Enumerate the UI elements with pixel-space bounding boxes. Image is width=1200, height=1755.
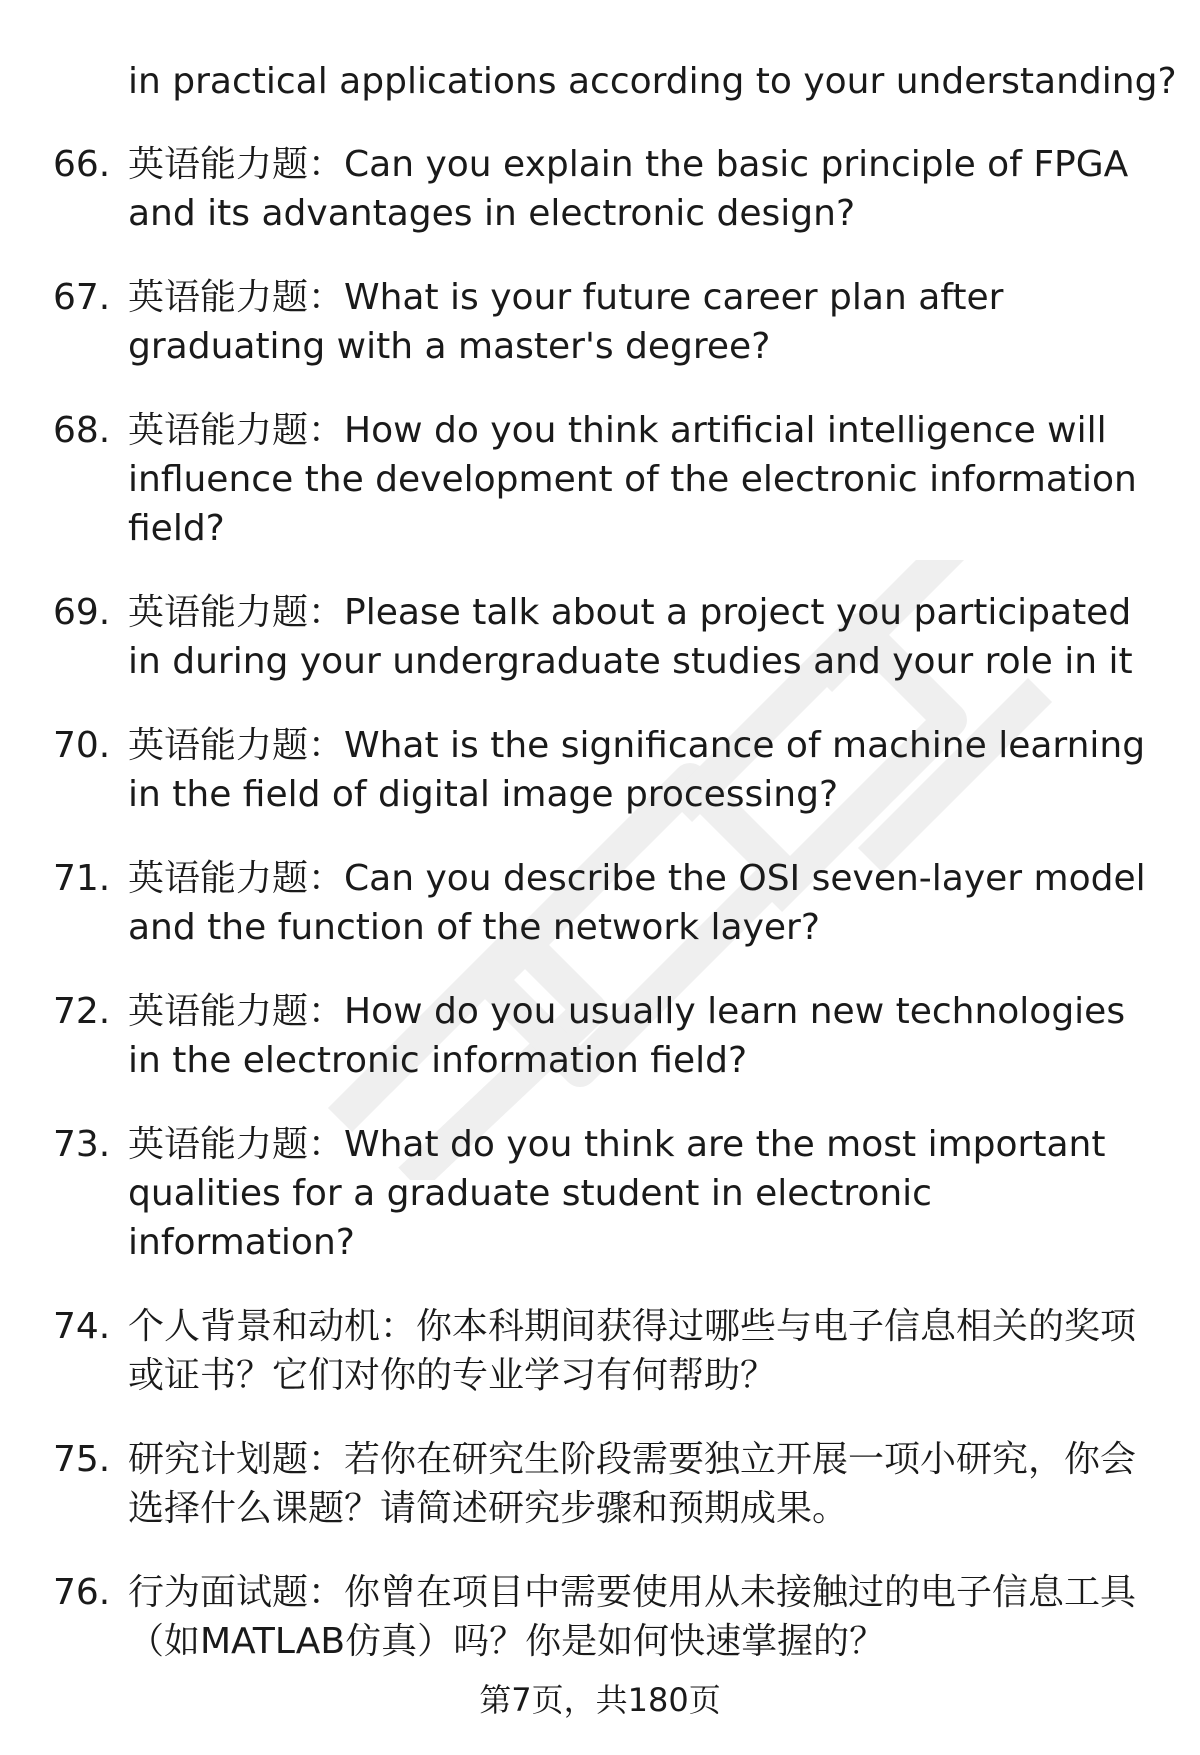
question-text: 行为面试题：你曾在项目中需要使用从未接触过的电子信息工具（如MATLAB仿真）吗？你是如何快速掌握的？ xyxy=(128,1572,1137,1662)
question-item xyxy=(0,1302,1200,1400)
question-number: 67. xyxy=(53,277,111,318)
question-text: 研究计划题：若你在研究生阶段需要独立开展一项小研究，你会选择什么课题？请简述研究步骤和预期成果。 xyxy=(128,1439,1137,1529)
question-item xyxy=(0,721,1200,819)
question-number: 66. xyxy=(53,144,111,185)
question-number: 71. xyxy=(53,858,111,899)
question-number: 70. xyxy=(53,725,111,766)
question-list xyxy=(0,140,1200,1701)
question-number: 69. xyxy=(53,592,111,633)
question-number: 75. xyxy=(53,1439,111,1480)
question-item xyxy=(0,140,1200,238)
question-item xyxy=(0,1120,1200,1267)
question-item xyxy=(0,406,1200,553)
question-item xyxy=(0,854,1200,952)
question-text: 英语能力题：What is the significance of machine learning in the field of digital image processing? xyxy=(128,725,1146,815)
question-text: 个人背景和动机：你本科期间获得过哪些与电子信息相关的奖项或证书？它们对你的专业学习有何帮助？ xyxy=(128,1306,1137,1396)
question-number: 76. xyxy=(53,1572,111,1613)
question-text: 英语能力题：Can you describe the OSI seven-layer model and the function of the network layer? xyxy=(128,858,1146,948)
question-number: 73. xyxy=(53,1124,111,1165)
question-text: 英语能力题：Can you explain the basic principle of FPGA and its advantages in electronic design? xyxy=(128,144,1129,234)
question-item xyxy=(0,588,1200,686)
question-text: 英语能力题：What is your future career plan after graduating with a master's degree? xyxy=(128,277,1004,367)
question-item xyxy=(0,987,1200,1085)
question-text: 英语能力题：What do you think are the most important qualities for a graduate student in electronic information? xyxy=(128,1124,1106,1263)
question-item xyxy=(0,1568,1200,1666)
question-text: 英语能力题：How do you usually learn new technologies in the electronic information field? xyxy=(128,991,1126,1081)
question-text: 英语能力题：Please talk about a project you participated in during your undergraduate studies and your role in it xyxy=(128,592,1133,682)
question-item xyxy=(0,1435,1200,1533)
question-text: 英语能力题：How do you think artificial intelligence will influence the development of the electronic information field? xyxy=(128,410,1137,549)
question-number: 68. xyxy=(53,410,111,451)
question-item xyxy=(0,273,1200,371)
page-footer: 第7页，共180页 xyxy=(479,1681,721,1719)
continuation-text: in practical applications according to your understanding? xyxy=(128,61,1177,102)
question-number: 72. xyxy=(53,991,111,1032)
question-number: 74. xyxy=(53,1306,111,1347)
